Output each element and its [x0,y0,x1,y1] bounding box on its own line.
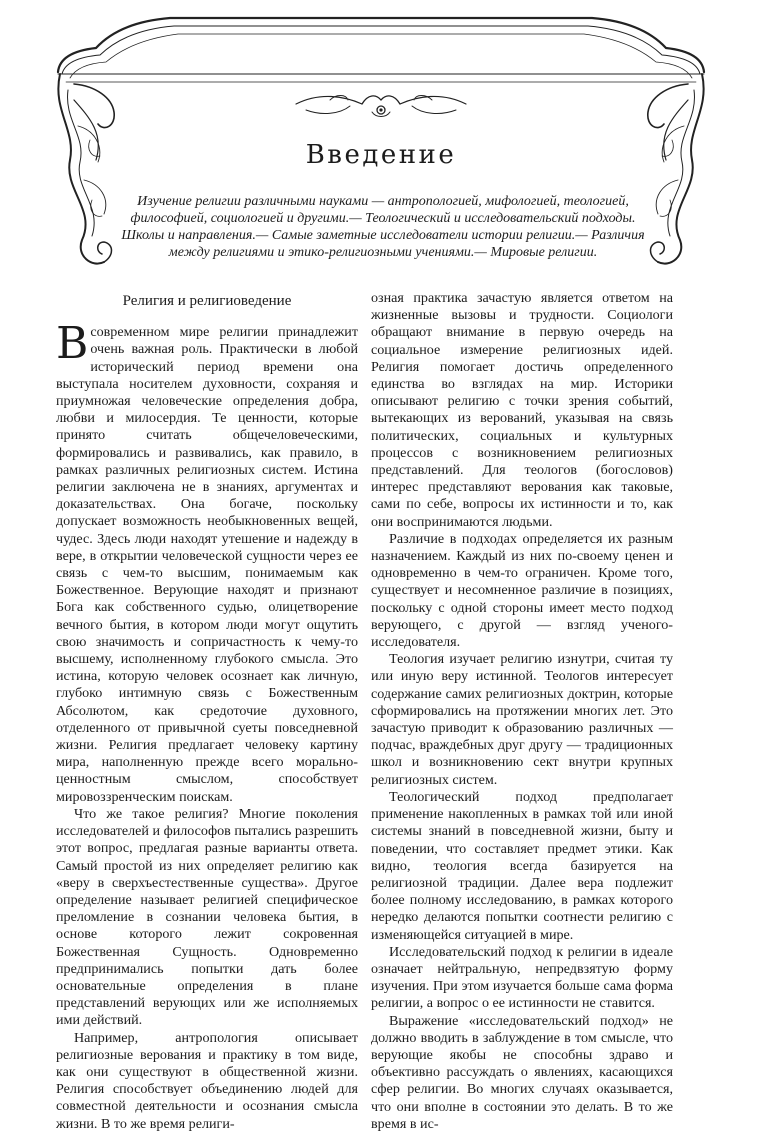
paragraph-text: современном мире религии принадлежит очень важная роль. Практически в любой исторический период времени она выступала носителем духовности, сохраняя и приумножая человеческие определения добра, любви и милосердия. Те ценности, которые принято считать общечеловеческими, формировались и развивались, как правило, в рамках различных религиозных систем. Истина религии заключена не в знаниях, аргументах и доказательствах. Она богаче, поскольку допускает возможность необыкновенных вещей, чудес. Здесь люди находят утешение и надежду в вере, в открытии человеческой сущности через ее связь с чем-то высшим, понимаемым как Божественное. Верующие находят и признают Бога как собственного судью, олицетворение вечного бытия, в котором люди могут ощутить свою значимость и сопричастность к чему-то высшему, исполненному глубокого смысла. Это истина, которую человек осознает как личную, глубоко интимную связь с Божественным Абсолютом, как средоточие духовного, отделенного от привычной суеты повседневной жизни. Религия предлагает человеку картину мира, наполненную прежде всего морально-ценностным смыслом, способствует мировоззренческим поискам. [56,324,358,805]
right-column [371,290,673,1133]
section-heading: Религия и религиоведение [122,293,292,309]
paragraph: Теологический подход предполагает применение накопленных в рамках той или иной системы знаний в повседневной жизни, быту и поведении, что составляет предмет этики. Как видно, теология всегда базируется на религиозной традиции. Далее вера подлежит более полному исследованию, в рамках которого нередко делаются попытки соотнести религию с изменяющейся ситуацией в мире. [371,788,673,943]
left-column [56,290,358,1133]
paragraph: Что же такое религия? Многие поколения исследователей и философов пытались разрешить этот вопрос, предлагая разные варианты ответа. Самый простой из них определяет религию как «веру в сверхъестественные существа». Другое определение называет религией специфическое преломление в сознании человека бытия, в основе которого лежит сокровенная Божественная Сущность. Одновременно предпринимались попытки дать более основательные определения в плане представлений верующих или же исполняемых ими действий. [56,805,358,1029]
page-title: Введение [305,140,457,170]
paragraph [56,318,358,806]
paragraph: Различие в подходах определяется их разным назначением. Каждый из них по-своему ценен и одновременно в чем-то ограничен. Кроме того, существует и несомненное различие в позициях, поскольку с одной стороны имеет место подход верующего, с другой — взгляд ученого-исследователя. [371,530,673,651]
paragraph: озная практика зачастую является ответом на жизненные вызовы и трудности. Социологи обращают внимание в первую очередь на социальное измерение религиозных идей. Религия помогает достичь определенного единства во взглядах на мир. Историки описывают религию с точки зрения событий, вытекающих из верований, указывая на связь политических, социальных и культурных процессов с возникновением религиозных представлений. Для теологов (богословов) интерес представляют верования как таковые, сами по себе, вопросы их истинности и то, как они воспринимаются людьми. [371,290,673,530]
paragraph: Исследовательский подход к религии в идеале означает нейтральную, непредвзятую форму изучения. При этом изучается больше сама форма религии, а вопрос о ее истинности не ставится. [371,943,673,1012]
chapter-summary: Изучение религии различными науками — антропологией, мифологией, теологией, философией, социологией и другими.— Теологический и исследовательский подходы. Школы и направления.— Самые заметные исследователи истории религии.— Различия между религиями и этико-религиозными учениями.— Мировые религии. [121,194,645,260]
paragraph: Выражение «исследовательский подход» не должно вводить в заблуждение в том смысле, что верующие якобы не способны здраво и объективно рассуждать о явлениях, касающихся сфер религии. Во многих случаях оказывается, что они вполне в состоянии это делать. В то же время в ис- [371,1012,673,1132]
paragraph: Например, антропология описывает религиозные верования и практику в том виде, как они существуют в общественной жизни. Религия способствует объединению людей для совместной деятельности и осознания смысла жизни. В то же время религи- [56,1029,358,1132]
drop-cap: В [56,318,89,370]
paragraph: Теология изучает религию изнутри, считая ту или иную веру истинной. Теологов интересует содержание самих религиозных доктрин, которые сформировались на протяжении многих лет. Это зачастую приводит к образованию различных — подчас, враждебных друг другу — традиционных школ и возникновению сект внутри крупных религиозных систем. [371,651,673,788]
